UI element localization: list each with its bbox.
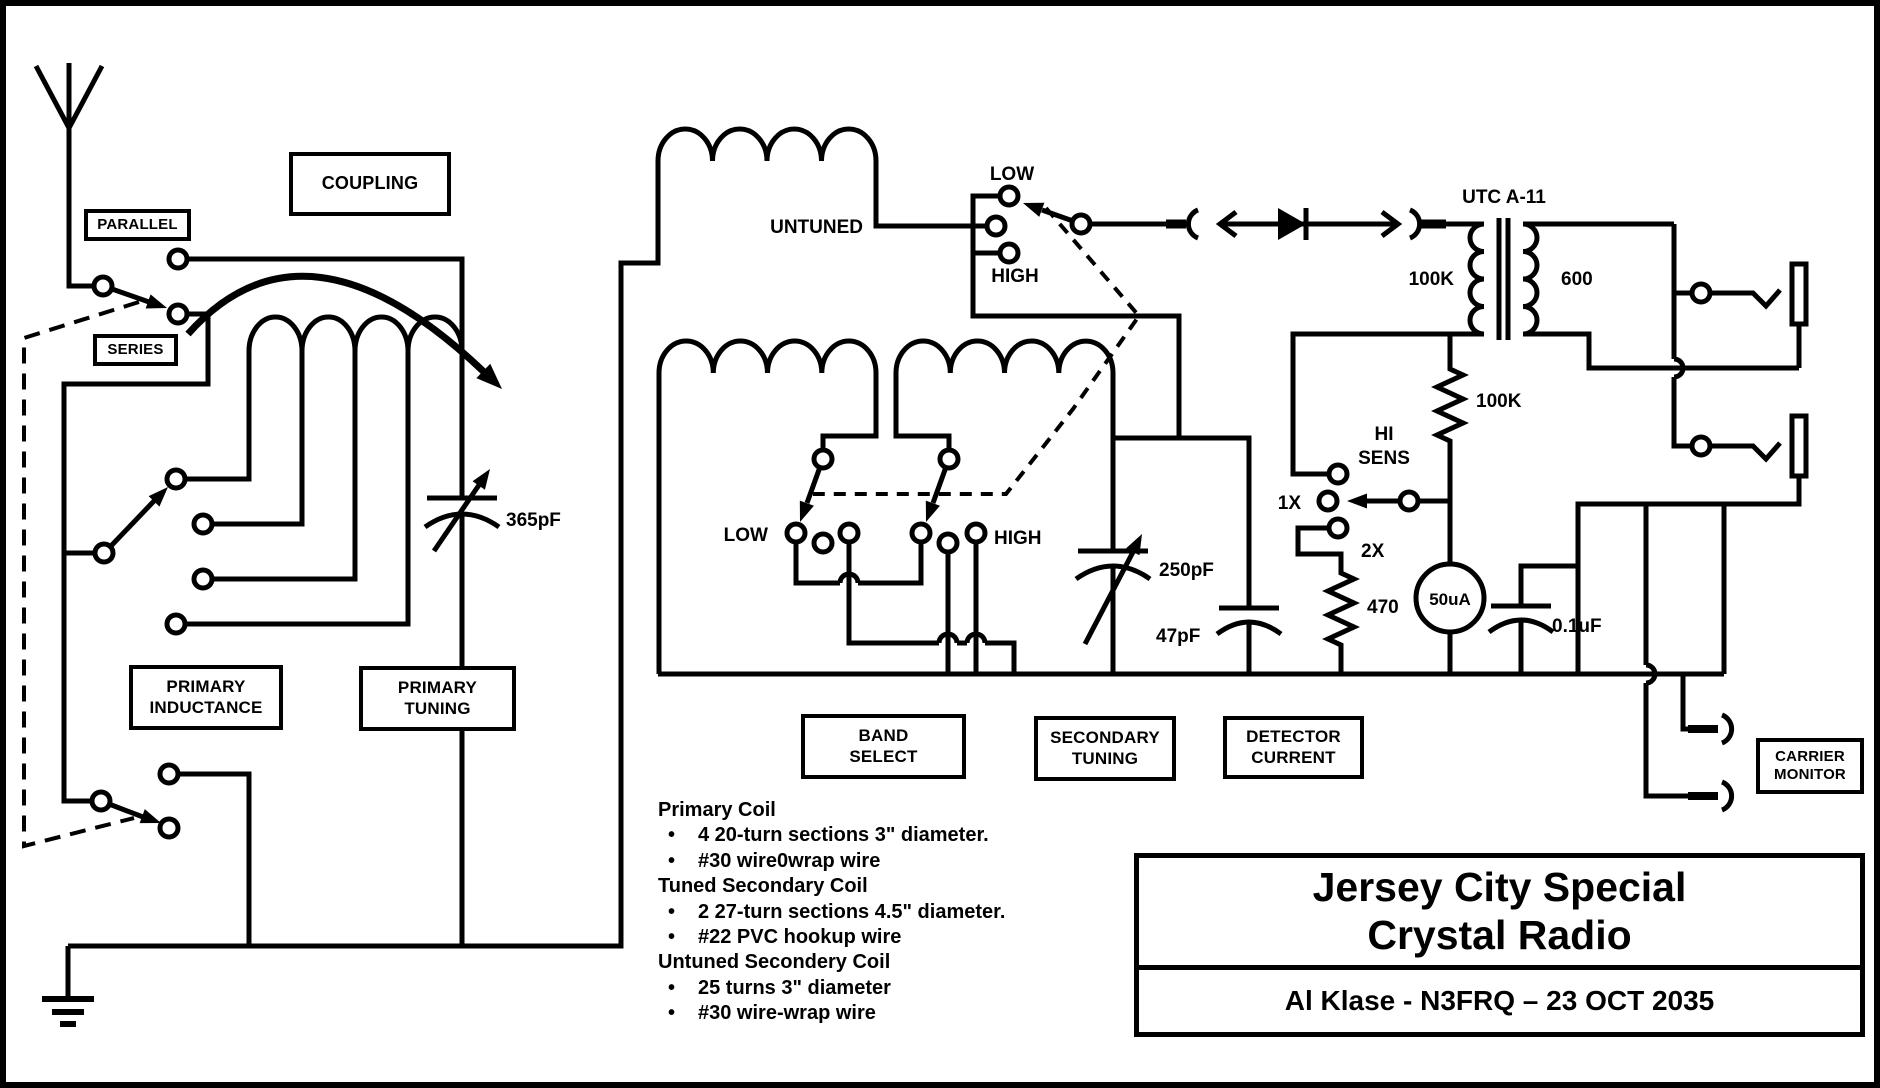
notes-heading-primary: Primary Coil — [658, 799, 776, 821]
phone-jacks — [1578, 224, 1806, 674]
notes-item: • #22 PVC hookup wire — [658, 925, 1128, 950]
detector-current-line1: DETECTOR — [1246, 727, 1341, 747]
transformer-secondary-z: 600 — [1561, 269, 1593, 290]
current-meter — [1416, 501, 1484, 674]
primary-tuning-line2: TUNING — [404, 698, 471, 718]
untuned-coil — [658, 129, 987, 226]
load-resistor-value: 100K — [1476, 391, 1522, 412]
notes-item: • 4 20-turn sections 3" diameter. — [658, 823, 1128, 848]
parallel-label-box — [84, 209, 191, 241]
schematic-title — [1139, 858, 1860, 970]
primary-inductance-label-box — [129, 665, 283, 730]
primary-tuning-line1: PRIMARY — [397, 678, 478, 698]
antenna-icon — [36, 63, 102, 286]
band-select-label-box — [801, 714, 966, 779]
band-select-line2: SELECT — [849, 746, 918, 766]
ground-switch — [92, 765, 249, 946]
coupling-label-box — [289, 152, 451, 216]
title-block — [1134, 853, 1865, 1037]
detector-current-label-box — [1223, 716, 1364, 779]
shunt-resistor-value: 470 — [1367, 597, 1399, 618]
bypass-cap-value: 0.1uF — [1552, 616, 1602, 637]
primary-tuning-label-box — [359, 666, 516, 731]
detector-diode — [1188, 208, 1484, 240]
trimmer-capacitor — [1217, 608, 1281, 674]
untuned-label: UNTUNED — [770, 217, 863, 238]
selector-low-label: LOW — [989, 164, 1035, 185]
notes-item: • 25 turns 3" diameter — [658, 976, 1128, 1001]
secondary-tuning-label-box — [1034, 716, 1176, 781]
primary-coil — [185, 317, 462, 624]
secondary-cap-value: 250pF — [1159, 560, 1214, 581]
carrier-monitor-connectors — [1646, 504, 1732, 810]
series-label: SERIES — [107, 341, 164, 359]
series-label-box — [93, 334, 178, 366]
hi-sens-label-line2: SENS — [1358, 448, 1410, 469]
x1-label: 1X — [1277, 493, 1301, 514]
notes-item: • 2 27-turn sections 4.5" diameter. — [658, 900, 1128, 925]
coupling-label: COUPLING — [321, 173, 419, 194]
primary-inductance-line1: PRIMARY — [166, 677, 246, 697]
band-low-label: LOW — [723, 525, 768, 546]
band-select-switch — [787, 450, 1014, 674]
transformer-model-label: UTC A-11 — [1462, 187, 1546, 208]
band-select-line1: BAND — [858, 726, 909, 746]
x2-label: 2X — [1361, 541, 1385, 562]
trimmer-cap-value: 47pF — [1156, 626, 1201, 647]
notes-heading-tuned-secondary: Tuned Secondary Coil — [658, 875, 868, 898]
coil-notes — [658, 798, 1128, 1027]
meter-value: 50uA — [1429, 590, 1471, 609]
selector-high-label: HIGH — [991, 266, 1039, 287]
secondary-tuning-line2: TUNING — [1071, 748, 1139, 768]
secondary-tuning-line1: SECONDARY — [1050, 728, 1160, 748]
ground-bus — [658, 504, 1724, 674]
transformer-primary-z: 100K — [1408, 269, 1454, 290]
detector-current-line2: CURRENT — [1251, 747, 1336, 767]
primary-inductance-line2: INDUCTANCE — [149, 697, 263, 717]
primary-cap-value: 365pF — [506, 510, 561, 531]
notes-heading-untuned-secondary: Untuned Secondery Coil — [658, 951, 891, 974]
carrier-monitor-line1: CARRIER — [1775, 748, 1845, 766]
detector-tap-selector-switch — [973, 187, 1186, 438]
carrier-monitor-label-box — [1756, 738, 1864, 794]
load-resistor — [1293, 334, 1484, 501]
parallel-label: PARALLEL — [97, 216, 178, 234]
carrier-monitor-line2: MONITOR — [1774, 766, 1846, 783]
tuned-secondary-coils — [659, 341, 1113, 674]
title-line1: Jersey City Special — [1312, 864, 1687, 911]
title-line2: Crystal Radio — [1367, 911, 1632, 958]
band-high-label: HIGH — [994, 528, 1042, 549]
primary-return-wire — [68, 161, 658, 946]
notes-item: • #30 wire0wrap wire — [658, 849, 1128, 874]
notes-item: • #30 wire-wrap wire — [658, 1001, 1128, 1026]
primary-inductance-switch — [95, 470, 212, 633]
ground-icon — [42, 946, 94, 1024]
author-date-line: Al Klase - N3FRQ – 23 OCT 2035 — [1284, 985, 1715, 1016]
hi-sens-label-line1: HI — [1374, 424, 1394, 445]
